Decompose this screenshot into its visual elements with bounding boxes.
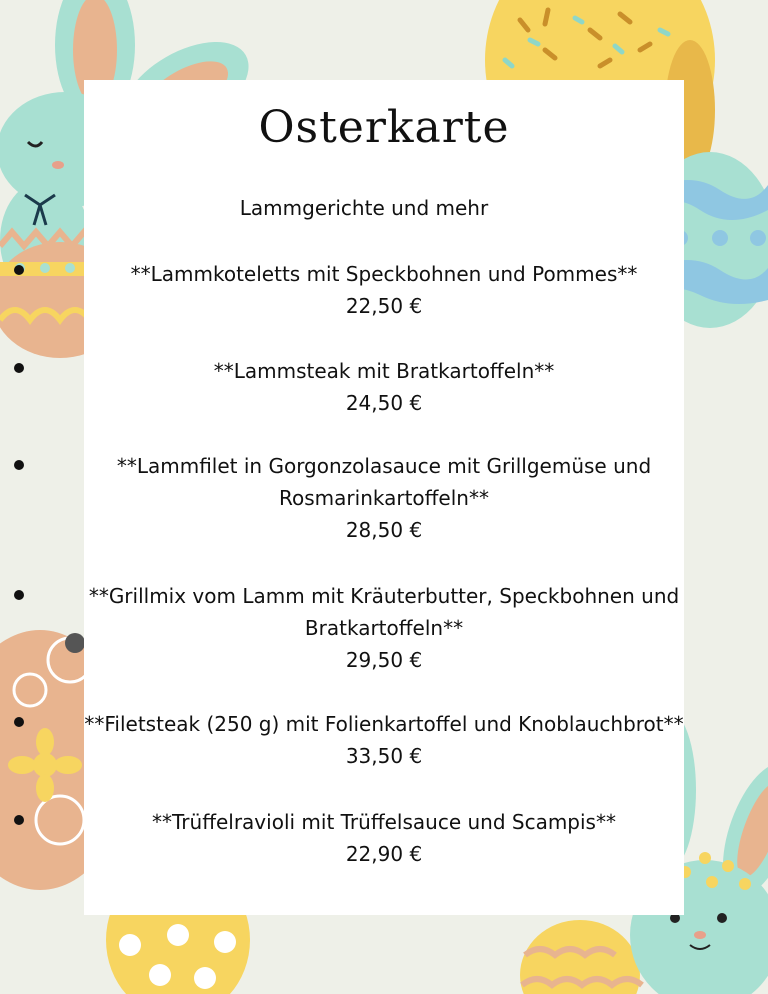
menu-item-price: 28,50 € bbox=[345, 518, 423, 542]
menu-item-price: 24,50 € bbox=[345, 391, 423, 415]
menu-item bbox=[0, 258, 768, 322]
menu-item-name: **Lammsteak mit Bratkartoffeln** bbox=[213, 359, 555, 383]
menu-item bbox=[0, 580, 768, 676]
menu-item-name: **Lammfilet in Gorgonzolasauce mit Grillgemüse und Rosmarinkartoffeln** bbox=[116, 454, 652, 510]
menu-item bbox=[0, 806, 768, 870]
menu-item bbox=[0, 355, 768, 419]
menu-item-price: 29,50 € bbox=[345, 648, 423, 672]
menu-item-name: **Trüffelravioli mit Trüffelsauce und Scampis** bbox=[152, 810, 616, 834]
menu-item-name: **Filetsteak (250 g) mit Folienkartoffel und Knoblauchbrot** bbox=[84, 712, 684, 736]
menu-item-name: **Grillmix vom Lamm mit Kräuterbutter, Speckbohnen und Bratkartoffeln** bbox=[88, 584, 680, 640]
menu-item bbox=[0, 708, 768, 772]
menu-item bbox=[0, 450, 768, 546]
striped-egg-bottom-right-icon bbox=[520, 920, 642, 994]
menu-item-name: **Lammkoteletts mit Speckbohnen und Pommes** bbox=[130, 262, 638, 286]
menu-subtitle: Lammgerichte und mehr bbox=[239, 196, 489, 220]
menu-item-price: 22,90 € bbox=[345, 842, 423, 866]
menu-item-price: 22,50 € bbox=[345, 294, 423, 318]
menu-item-price: 33,50 € bbox=[345, 744, 423, 768]
menu-title: Osterkarte bbox=[258, 102, 510, 153]
